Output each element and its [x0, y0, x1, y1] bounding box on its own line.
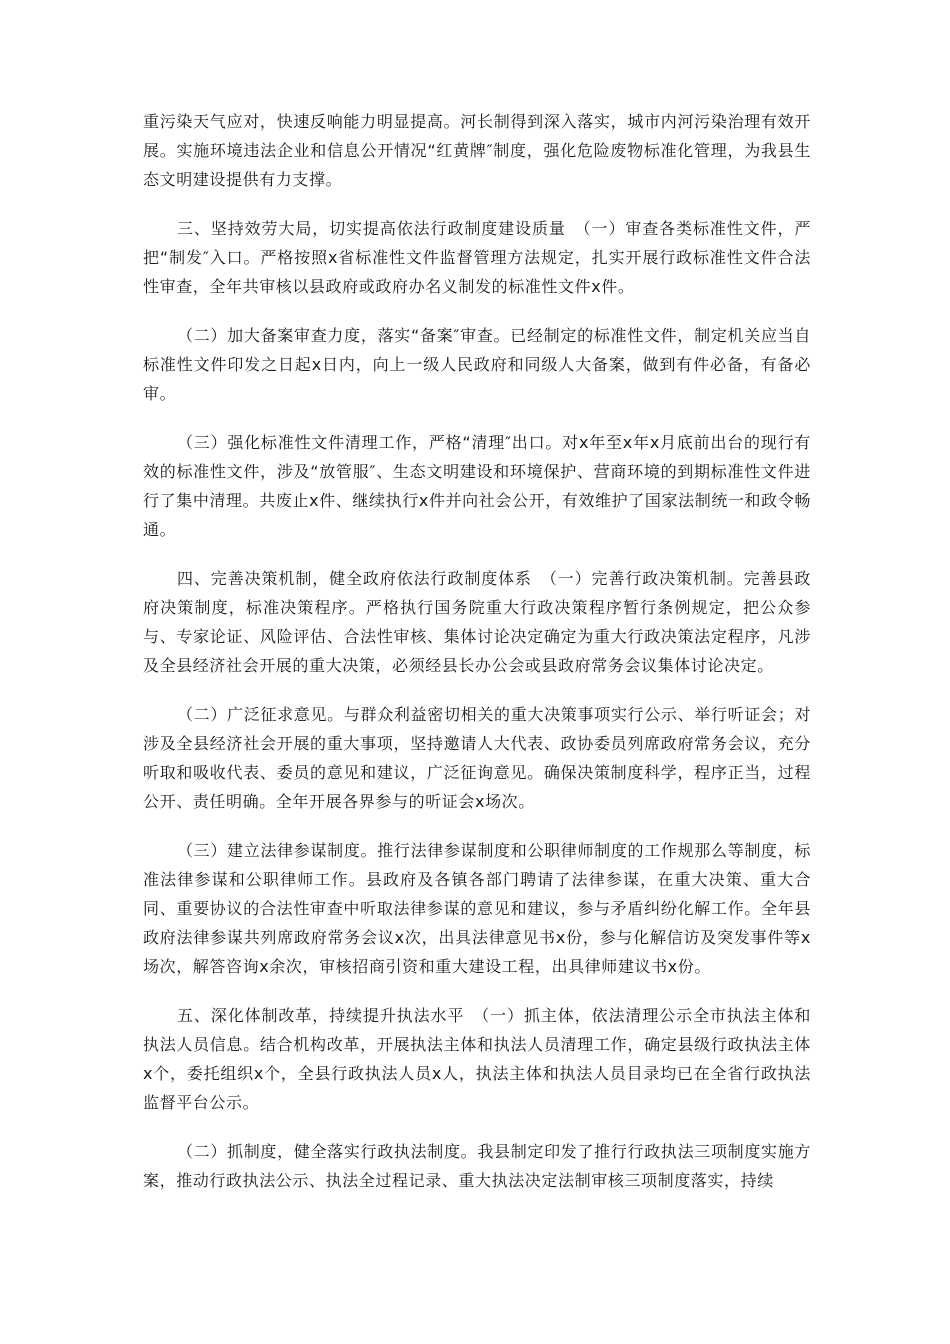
- document-page: [143, 107, 811, 1215]
- paragraph-7: （三）建立法律参谋制度。推行法律参谋制度和公职律师制度的工作规那么等制度，标准法律参谋和公职律师工作。县政府及各镇各部门聘请了法律参谋，在重大决策、重大合同、重要协议的合法性审查中听取法律参谋的意见和建议，参与矛盾纠纷化解工作。全年县政府法律参谋共列席政府常务会议x次，出具法律意见书x份，参与化解信访及突发事件等x场次，解答咨询x余次，审核招商引资和重大建设工程，出具律师建议书x份。: [143, 841, 811, 976]
- paragraph-5: 四、完善决策机制，健全政府依法行政制度体系 （一）完善行政决策机制。完善县政府决策制度，标准决策程序。严格执行国务院重大行政决策程序暂行条例规定，把公众参与、专家论证、风险评估、合法性审核、集体讨论决定确定为重大行政决策法定程序，凡涉及全县经济社会开展的重大决策，必须经县长办公会或县政府常务会议集体讨论决定。: [143, 569, 811, 675]
- paragraph-3: （二）加大备案审查力度，落实“备案″审查。已经制定的标准性文件，制定机关应当自标准性文件印发之日起x日内，向上一级人民政府和同级人大备案，做到有件必备，有备必审。: [143, 326, 811, 403]
- paragraph-8: 五、深化体制改革，持续提升执法水平 （一）抓主体，依法清理公示全市执法主体和执法人员信息。结合机构改革，开展执法主体和执法人员清理工作，确定县级行政执法主体x个，委托组织x个，全县行政执法人员x人，执法主体和执法人员目录均已在全省行政执法监督平台公示。: [143, 1006, 811, 1112]
- paragraph-9: （二）抓制度，健全落实行政执法制度。我县制定印发了推行行政执法三项制度实施方案，推动行政执法公示、执法全过程记录、重大执法决定法制审核三项制度落实，持续: [143, 1142, 811, 1190]
- paragraph-1: 重污染天气应对，快速反响能力明显提高。河长制得到深入落实，城市内河污染治理有效开展。实施环境违法企业和信息公开情况“红黄牌″制度，强化危险废物标准化管理，为我县生态文明建设提供有力支撑。: [143, 112, 811, 189]
- paragraph-6: （二）广泛征求意见。与群众利益密切相关的重大决策事项实行公示、举行听证会；对涉及全县经济社会开展的重大事项，坚持邀请人大代表、政协委员列席政府常务会议，充分听取和吸收代表、委员的意见和建议，广泛征询意见。确保决策制度科学，程序正当，过程公开、责任明确。全年开展各界参与的听证会x场次。: [143, 705, 811, 811]
- paragraph-2: 三、坚持效劳大局，切实提高依法行政制度建设质量 （一）审查各类标准性文件，严把“制发″入口。严格按照x省标准性文件监督管理方法规定，扎实开展行政标准性文件合法性审查，全年共审核以县政府或政府办名义制发的标准性文件x件。: [143, 219, 811, 296]
- paragraph-4: （三）强化标准性文件清理工作，严格“清理″出口。对x年至x年x月底前出台的现行有效的标准性文件，涉及“放管服″、生态文明建设和环境保护、营商环境的到期标准性文件进行了集中清理。共废止x件、继续执行x件并向社会公开，有效维护了国家法制统一和政令畅通。: [143, 433, 811, 539]
